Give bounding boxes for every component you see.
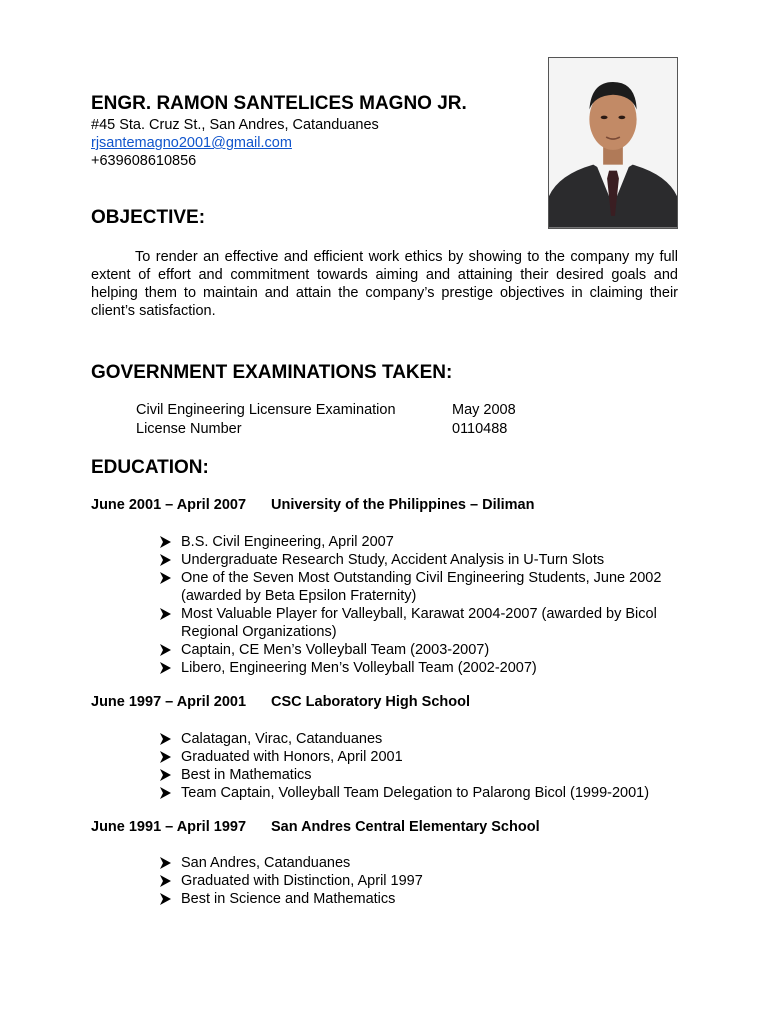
arrow-bullet-icon [160,536,171,548]
list-item [160,784,680,802]
arrow-bullet-icon [160,644,171,656]
arrow-bullet-icon [160,769,171,781]
exam-value: May 2008 [452,402,516,418]
exam-label: License Number [136,421,242,437]
arrow-bullet-icon [160,875,171,887]
school-header [91,694,470,710]
arrow-bullet-icon [160,733,171,745]
list-item [160,605,680,641]
exam-label: Civil Engineering Licensure Examination [136,402,396,418]
phone-number: +639608610856 [91,153,197,169]
arrow-bullet-icon [160,751,171,763]
list-item [160,551,680,569]
exam-value: 0110488 [452,421,508,437]
arrow-bullet-icon [160,608,171,620]
arrow-bullet-icon [160,662,171,674]
list-item [160,569,680,605]
school-name: University of the Philippines – Diliman [271,497,535,513]
objective-text: To render an effective and efficient work ethics by showing to the company my full extent of effort and commitment towards aiming and attaining their desired goals and helping them to maintain and attain the company’s prestige objectives in claiming their client’s satisfaction. [91,249,678,319]
list-item-text: Best in Mathematics [181,767,312,783]
school-header [91,819,540,835]
arrow-bullet-icon [160,554,171,566]
list-item [160,641,680,659]
list-item [160,854,680,872]
arrow-bullet-icon [160,857,171,869]
arrow-bullet-icon [160,787,171,799]
list-item [160,890,680,908]
school-achievements-list [160,854,680,908]
list-item-text: Graduated with Honors, April 2001 [181,749,403,765]
list-item [160,659,680,677]
school-achievements-list [160,730,680,802]
list-item [160,766,680,784]
arrow-bullet-icon [160,893,171,905]
school-dates: June 1997 – April 2001 [91,694,247,710]
list-item-text: Calatagan, Virac, Catanduanes [181,731,383,747]
list-item-text: One of the Seven Most Outstanding Civil Engineering Students, June 2002 (awarded by Beta Epsilon Fraternity) [181,570,662,604]
list-item [160,748,680,766]
school-header [91,497,535,513]
list-item-text: San Andres, Catanduanes [181,855,351,871]
list-item-text: Most Valuable Player for Valleyball, Karawat 2004-2007 (awarded by Bicol Regional Organizations) [181,606,657,640]
school-name: San Andres Central Elementary School [271,819,540,835]
school-dates: June 2001 – April 2007 [91,497,247,513]
school-name: CSC Laboratory High School [271,694,470,710]
education-heading: EDUCATION: [91,457,209,478]
list-item-text: Team Captain, Volleyball Team Delegation to Palarong Bicol (1999-2001) [181,785,650,801]
list-item-text: Libero, Engineering Men’s Volleyball Team (2002-2007) [181,660,537,676]
candidate-name: ENGR. RAMON SANTELICES MAGNO JR. [91,93,467,114]
list-item [160,730,680,748]
school-dates: June 1991 – April 1997 [91,819,247,835]
list-item-text: Captain, CE Men’s Volleyball Team (2003-2007) [181,642,490,658]
school-achievements-list [160,533,680,677]
list-item [160,872,680,890]
profile-photo [548,57,678,229]
list-item [160,533,680,551]
email-link[interactable]: rjsantemagno2001@gmail.com [91,135,292,151]
portrait-image [549,58,677,228]
exams-heading: GOVERNMENT EXAMINATIONS TAKEN: [91,362,453,383]
objective-heading: OBJECTIVE: [91,207,206,228]
list-item-text: Undergraduate Research Study, Accident Analysis in U-Turn Slots [181,552,605,568]
list-item-text: B.S. Civil Engineering, April 2007 [181,534,394,550]
list-item-text: Best in Science and Mathematics [181,891,396,907]
address: #45 Sta. Cruz St., San Andres, Catanduanes [91,117,379,133]
list-item-text: Graduated with Distinction, April 1997 [181,873,423,889]
arrow-bullet-icon [160,572,171,584]
